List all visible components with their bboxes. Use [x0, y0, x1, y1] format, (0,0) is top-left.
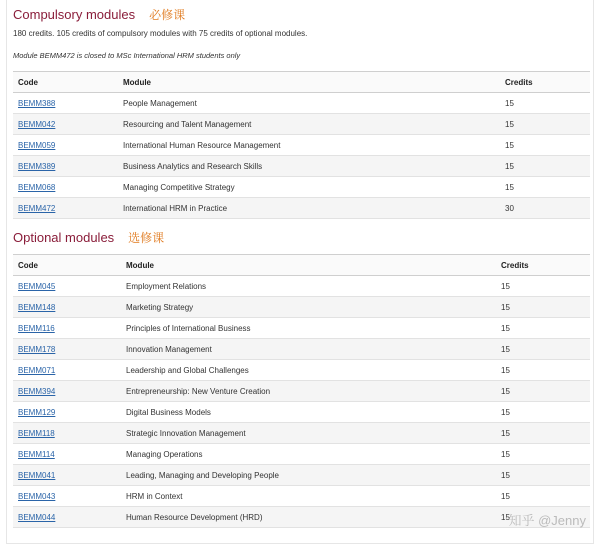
module-code-link[interactable]: BEMM472 [18, 203, 56, 213]
table-row [13, 135, 590, 156]
module-code-cell [13, 402, 121, 423]
module-code-cell [13, 423, 121, 444]
table-row [13, 177, 590, 198]
module-code-link[interactable]: BEMM041 [18, 470, 56, 480]
module-header: Module [121, 255, 496, 276]
module-code-link[interactable]: BEMM129 [18, 407, 56, 417]
credits-intro: 180 credits. 105 credits of compulsory modules with 75 credits of optional modules. [13, 29, 308, 38]
code-header: Code [13, 255, 121, 276]
table-row [13, 360, 590, 381]
module-code-cell [13, 93, 118, 114]
module-credits: 15 [500, 135, 590, 156]
module-credits: 15 [496, 402, 590, 423]
module-credits: 15 [496, 381, 590, 402]
module-credits: 15 [496, 276, 590, 297]
module-code-link[interactable]: BEMM043 [18, 491, 56, 501]
module-credits: 15 [496, 318, 590, 339]
module-code-cell [13, 114, 118, 135]
module-name: Digital Business Models [121, 402, 496, 423]
table-row [13, 381, 590, 402]
module-credits: 15 [500, 114, 590, 135]
module-code-link[interactable]: BEMM394 [18, 386, 56, 396]
module-name: Leading, Managing and Developing People [121, 465, 496, 486]
module-name: Managing Competitive Strategy [118, 177, 500, 198]
watermark: 知乎 @Jenny [508, 513, 586, 528]
module-name: Business Analytics and Research Skills [118, 156, 500, 177]
module-code-cell [13, 444, 121, 465]
module-code-link[interactable]: BEMM148 [18, 302, 56, 312]
compulsory-modules-table [13, 71, 590, 219]
table-row [13, 114, 590, 135]
module-code-cell [13, 297, 121, 318]
module-code-cell [13, 486, 121, 507]
optional-section-title [13, 229, 164, 246]
module-credits: 15 [496, 339, 590, 360]
module-code-link[interactable]: BEMM389 [18, 161, 56, 171]
module-credits: 15 [496, 360, 590, 381]
module-name: Employment Relations [121, 276, 496, 297]
module-credits: 15 [496, 297, 590, 318]
module-credits: 15 [496, 465, 590, 486]
table-row [13, 465, 590, 486]
module-code-link[interactable]: BEMM116 [18, 323, 55, 333]
module-credits: 15 [500, 93, 590, 114]
module-code-link[interactable]: BEMM068 [18, 182, 56, 192]
module-name: Managing Operations [121, 444, 496, 465]
module-code-link[interactable]: BEMM114 [18, 449, 55, 459]
module-credits: 15 [496, 444, 590, 465]
module-name: Marketing Strategy [121, 297, 496, 318]
module-code-link[interactable]: BEMM059 [18, 140, 56, 150]
module-credits: 15 [496, 423, 590, 444]
module-code-cell [13, 360, 121, 381]
module-code-cell [13, 135, 118, 156]
module-name: Entrepreneurship: New Venture Creation [121, 381, 496, 402]
module-code-cell [13, 177, 118, 198]
module-name: International Human Resource Management [118, 135, 500, 156]
table-row [13, 156, 590, 177]
module-name: Resourcing and Talent Management [118, 114, 500, 135]
optional-title-cn: 选修课 [128, 231, 165, 245]
table-row [13, 339, 590, 360]
module-name: People Management [118, 93, 500, 114]
module-code-cell [13, 465, 121, 486]
module-code-link[interactable]: BEMM178 [18, 344, 56, 354]
compulsory-title: Compulsory modules [13, 7, 136, 22]
table-row [13, 507, 590, 528]
module-name: Principles of International Business [121, 318, 496, 339]
module-code-link[interactable]: BEMM044 [18, 512, 56, 522]
module-header: Module [118, 72, 500, 93]
module-code-cell [13, 198, 118, 219]
module-name: HRM in Context [121, 486, 496, 507]
module-code-cell [13, 507, 121, 528]
module-name: Innovation Management [121, 339, 496, 360]
module-name: Strategic Innovation Management [121, 423, 496, 444]
module-name: International HRM in Practice [118, 198, 500, 219]
module-code-cell [13, 318, 121, 339]
module-name: Human Resource Development (HRD) [121, 507, 496, 528]
credits-header: Credits [496, 255, 590, 276]
compulsory-title-cn: 必修课 [149, 8, 186, 22]
module-name: Leadership and Global Challenges [121, 360, 496, 381]
table-row [13, 423, 590, 444]
table-row [13, 297, 590, 318]
optional-modules-table [13, 254, 590, 528]
table-row [13, 198, 590, 219]
table-row [13, 444, 590, 465]
module-credits: 30 [500, 198, 590, 219]
module-code-link[interactable]: BEMM071 [18, 365, 56, 375]
module-credits: 15 [496, 507, 590, 528]
module-code-cell [13, 381, 121, 402]
table-row [13, 93, 590, 114]
module-code-link[interactable]: BEMM042 [18, 119, 56, 129]
table-row [13, 318, 590, 339]
optional-title: Optional modules [13, 230, 115, 245]
module-code-link[interactable]: BEMM118 [18, 428, 55, 438]
table-row [13, 486, 590, 507]
module-code-cell [13, 339, 121, 360]
table-row [13, 276, 590, 297]
module-code-cell [13, 156, 118, 177]
module-code-cell [13, 276, 121, 297]
module-credits: 15 [500, 177, 590, 198]
table-header-row [13, 72, 590, 93]
code-header: Code [13, 72, 118, 93]
module-note: Module BEMM472 is closed to MSc International HRM students only [13, 51, 241, 60]
module-credits: 15 [496, 486, 590, 507]
table-row [13, 402, 590, 423]
module-code-link[interactable]: BEMM388 [18, 98, 56, 108]
table-header-row [13, 255, 590, 276]
credits-header: Credits [500, 72, 590, 93]
compulsory-section-title [13, 6, 185, 23]
module-credits: 15 [500, 156, 590, 177]
module-code-link[interactable]: BEMM045 [18, 281, 56, 291]
